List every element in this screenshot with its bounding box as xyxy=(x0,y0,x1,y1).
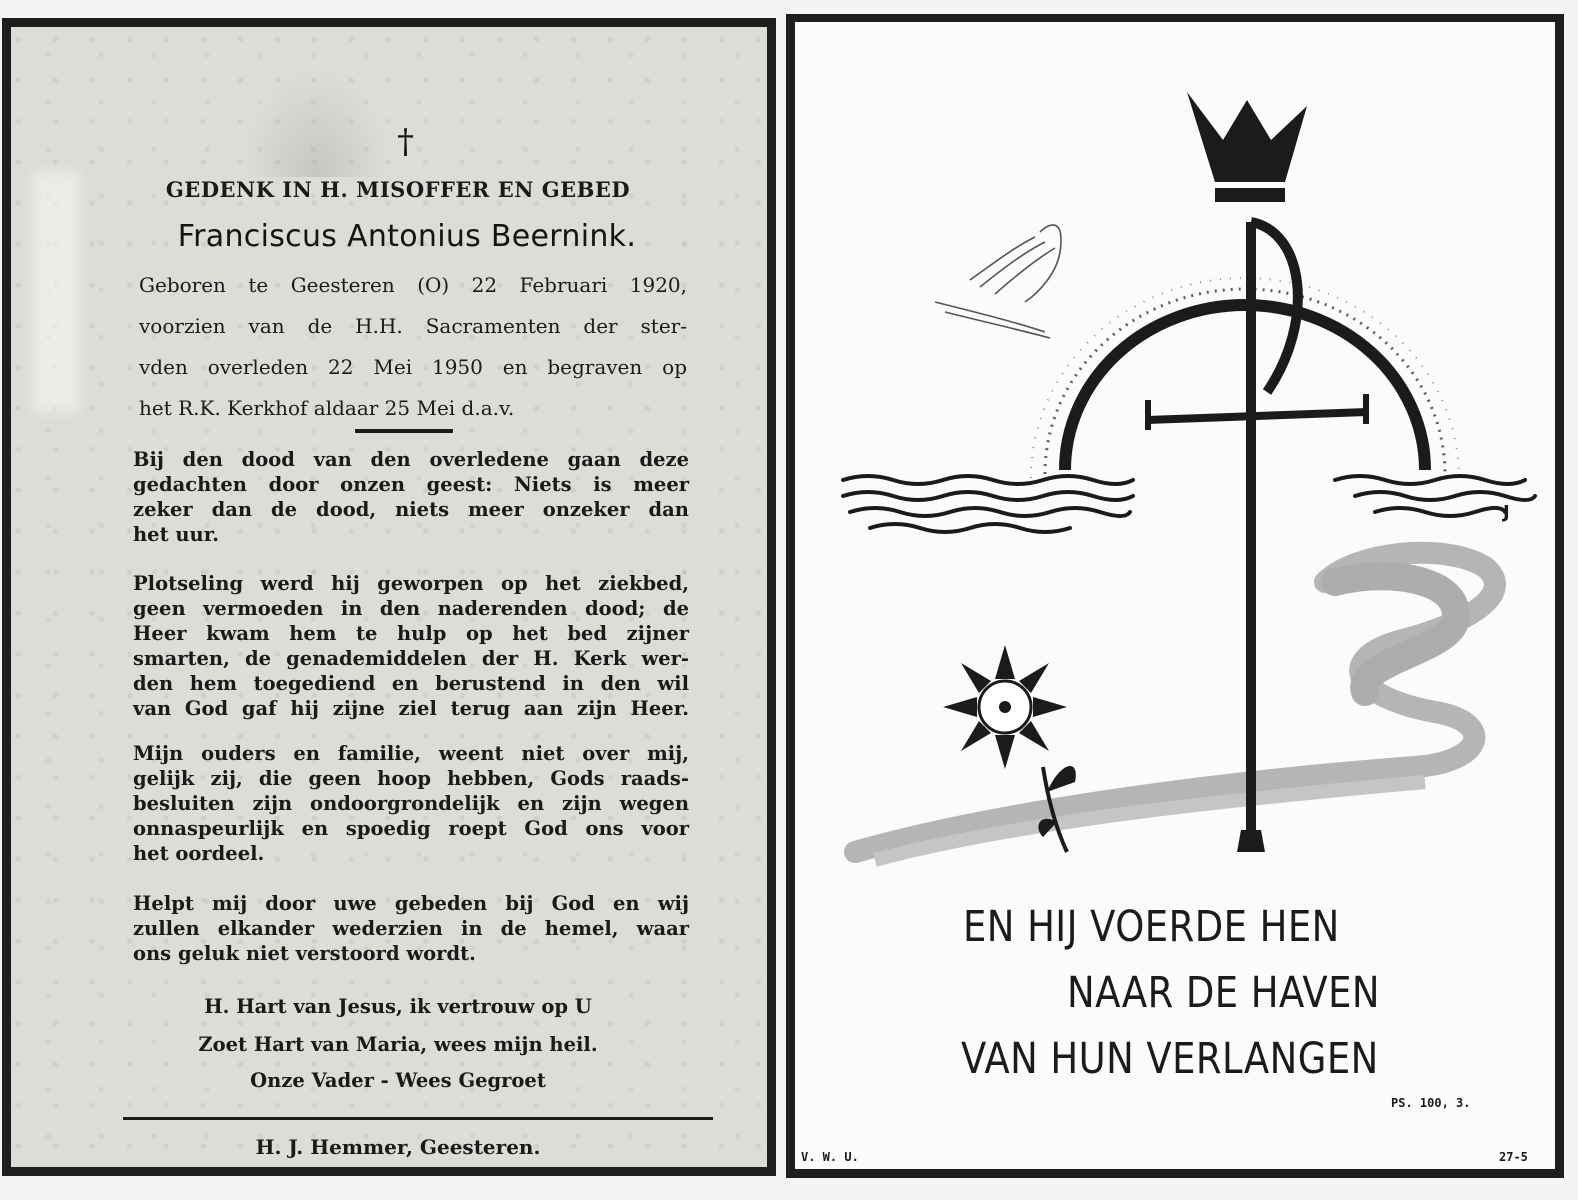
text-line: gedachten door onzen geest: Niets is meer xyxy=(133,473,689,496)
paragraph-prayers-request xyxy=(133,891,689,966)
prayer-line: Zoet Hart van Maria, wees mijn heil. xyxy=(198,1033,598,1056)
text-line: het oordeel. xyxy=(133,842,265,865)
cross-icon: † xyxy=(397,122,414,162)
publisher-mark: V. W. U. xyxy=(801,1150,859,1164)
paragraph-illness xyxy=(133,571,689,721)
paragraph-parents xyxy=(133,741,689,866)
paragraph-thoughts xyxy=(133,447,689,547)
text-line: gelijk zij, die geen hoop hebben, Gods raads- xyxy=(133,767,689,790)
text-line: het uur. xyxy=(133,523,220,546)
motto-line-2: NAAR DE HAVEN xyxy=(1067,968,1380,1018)
artist-mark: J xyxy=(1503,502,1510,523)
motto-line-3: VAN HUN VERLANGEN xyxy=(961,1034,1379,1084)
text-line: Mijn ouders en familie, weent niet over mij, xyxy=(133,742,689,765)
card-number: 27-5 xyxy=(1499,1150,1528,1164)
text-line: Bij den dood van den overledene gaan deze xyxy=(133,448,689,471)
paper-smudge xyxy=(33,172,79,412)
detail-line: voorzien van de H.H. Sacramenten der ster- xyxy=(139,314,687,338)
text-line: Plotseling werd hij geworpen op het ziekbed, xyxy=(133,572,689,595)
deceased-name: Franciscus Antonius Beernink. xyxy=(177,219,637,254)
prayer-line: H. Hart van Jesus, ik vertrouw op U xyxy=(204,995,592,1018)
text-line: smarten, de genademiddelen der H. Kerk wer- xyxy=(133,647,689,670)
text-line: zeker dan de dood, niets meer onzeker dan xyxy=(133,498,689,521)
text-line: van God gaf hij zijne ziel terug aan zijn Heer. xyxy=(133,697,689,720)
divider-long xyxy=(123,1117,713,1120)
waves-icon xyxy=(843,476,1535,532)
motto-line-1: EN HIJ VOERDE HEN xyxy=(963,902,1340,952)
printer-credit: H. J. Hemmer, Geesteren. xyxy=(255,1135,541,1159)
prayer-line: Onze Vader - Wees Gegroet xyxy=(250,1069,546,1092)
text-line: onnaspeurlijk en spoedig roept God ons voor xyxy=(133,817,689,840)
rising-sun-icon xyxy=(1031,278,1459,478)
memorial-card-text-side xyxy=(2,18,776,1176)
divider-short xyxy=(355,429,453,433)
text-line: geen vermoeden in den naderenden dood; de xyxy=(133,597,689,620)
text-line: ons geluk niet verstoord wordt. xyxy=(133,942,476,965)
detail-line: het R.K. Kerkhof aldaar 25 Mei d.a.v. xyxy=(139,396,515,420)
text-line: Helpt mij door uwe gebeden bij God en wij xyxy=(133,892,689,915)
text-line: den hem toegediend en berustend in den wil xyxy=(133,672,689,695)
text-line: Heer kwam hem te hulp op het bed zijner xyxy=(133,622,689,645)
birth-death-details xyxy=(139,265,687,429)
memorial-card-image-side xyxy=(786,14,1564,1178)
psalm-reference: PS. 100, 3. xyxy=(1391,1096,1471,1110)
dove-icon xyxy=(935,225,1061,338)
text-line: besluiten zijn ondoorgrondelijk en zijn wegen xyxy=(133,792,689,815)
text-line: zullen elkander wederzien in de hemel, waar xyxy=(133,917,689,940)
card-header: GEDENK IN H. MISOFFER EN GEBED xyxy=(165,177,631,202)
cross-halo xyxy=(241,67,391,177)
crown-icon xyxy=(1187,92,1307,202)
detail-line: vden overleden 22 Mei 1950 en begraven op xyxy=(139,355,687,379)
detail-line: Geboren te Geesteren (O) 22 Februari 1920, xyxy=(139,273,687,297)
